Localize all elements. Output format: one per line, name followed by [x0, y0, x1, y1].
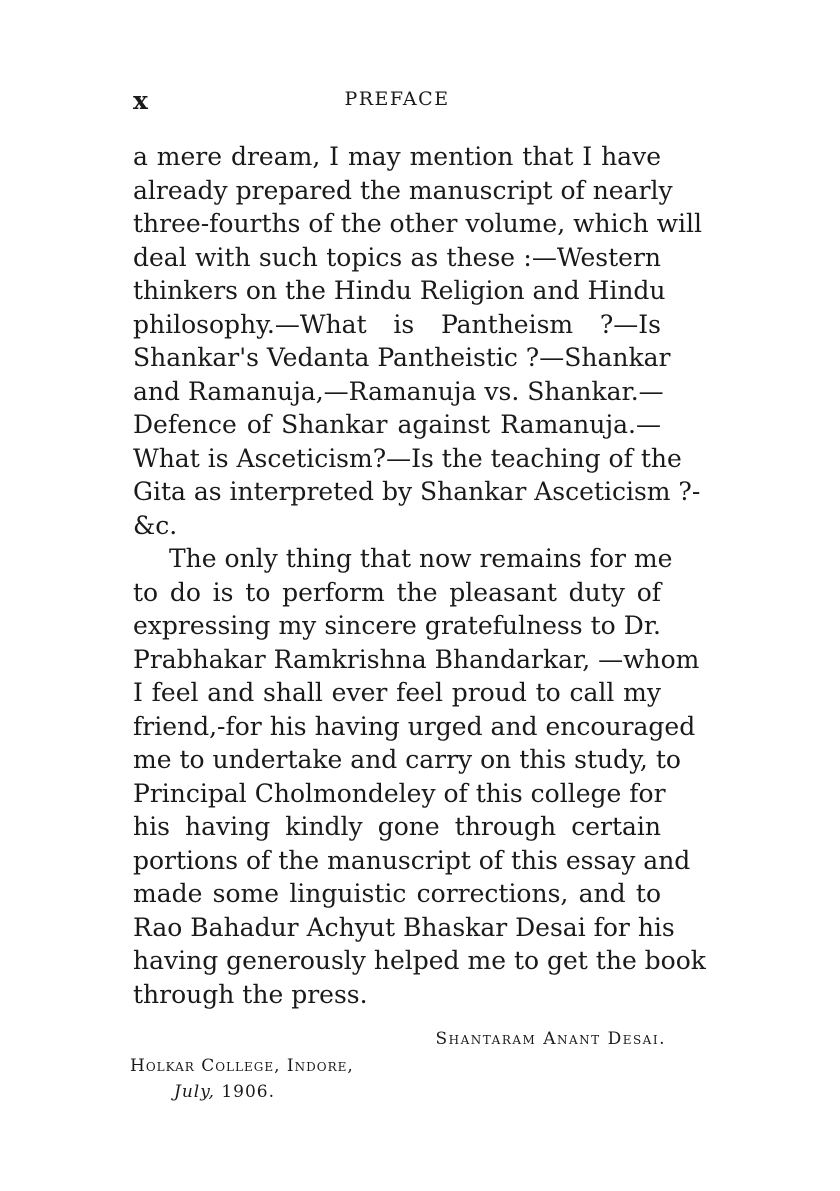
text-line: having generously helped me to get the book — [133, 946, 706, 975]
text-line: What is Asceticism?—Is the teaching of the — [133, 443, 682, 473]
text-line: three-fourths of the other volume, which will — [133, 209, 703, 238]
date-year: 1906. — [221, 1082, 276, 1102]
text-line: his having kindly gone through certain — [133, 812, 661, 841]
text-line: The only thing that now remains for me — [169, 544, 673, 573]
text-line: friend,-for his having urged and encouraged — [133, 711, 696, 741]
text-line: a mere dream, I may mention that I have — [133, 142, 661, 171]
text-line: made some linguistic corrections, and to — [133, 879, 661, 908]
text-line: me to undertake and carry on this study, to — [133, 745, 681, 774]
author-signature: Shantaram Anant Desai. — [435, 1029, 666, 1049]
place-line: Holkar College, Indore, — [130, 1056, 354, 1076]
text-line: Defence of Shankar against Ramanuja.— — [133, 410, 661, 439]
text-line: deal with such topics as these :—Western — [133, 242, 661, 272]
date-month: July, — [174, 1082, 215, 1102]
text-line: Principal Cholmondeley of this college for — [133, 778, 666, 808]
text-line: to do is to perform the pleasant duty of — [133, 577, 661, 607]
text-line: thinkers on the Hindu Religion and Hindu — [133, 276, 666, 305]
text-line: and Ramanuja,—Ramanuja vs. Shankar.— — [133, 376, 664, 406]
text-line: Shankar's Vedanta Pantheistic ?—Shankar — [133, 343, 671, 372]
text-line: I feel and shall ever feel proud to call my — [133, 678, 661, 707]
text-line: already prepared the manuscript of nearly — [133, 175, 673, 205]
text-line: Prabhakar Ramkrishna Bhandarkar, —whom — [133, 644, 700, 674]
date-line — [130, 1078, 666, 1106]
text-line: philosophy.—What is Pantheism ?—Is — [133, 309, 661, 339]
text-line: through the press. — [133, 979, 368, 1009]
running-head: PREFACE — [344, 88, 450, 110]
text-line: &c. — [133, 510, 178, 540]
text-line: expressing my sincere gratefulness to Dr. — [133, 611, 661, 640]
text-line: portions of the manuscript of this essay and — [133, 845, 691, 875]
page-number: x — [133, 86, 148, 115]
paragraph-continuation — [133, 140, 703, 542]
preface-body — [133, 140, 706, 1011]
signature-block — [130, 1024, 666, 1106]
paragraph-acknowledgements — [133, 542, 706, 1011]
page-header — [133, 86, 661, 122]
text-line: Gita as interpreted by Shankar Asceticism ?- — [133, 477, 701, 506]
text-line: Rao Bahadur Achyut Bhaskar Desai for his — [133, 912, 675, 942]
